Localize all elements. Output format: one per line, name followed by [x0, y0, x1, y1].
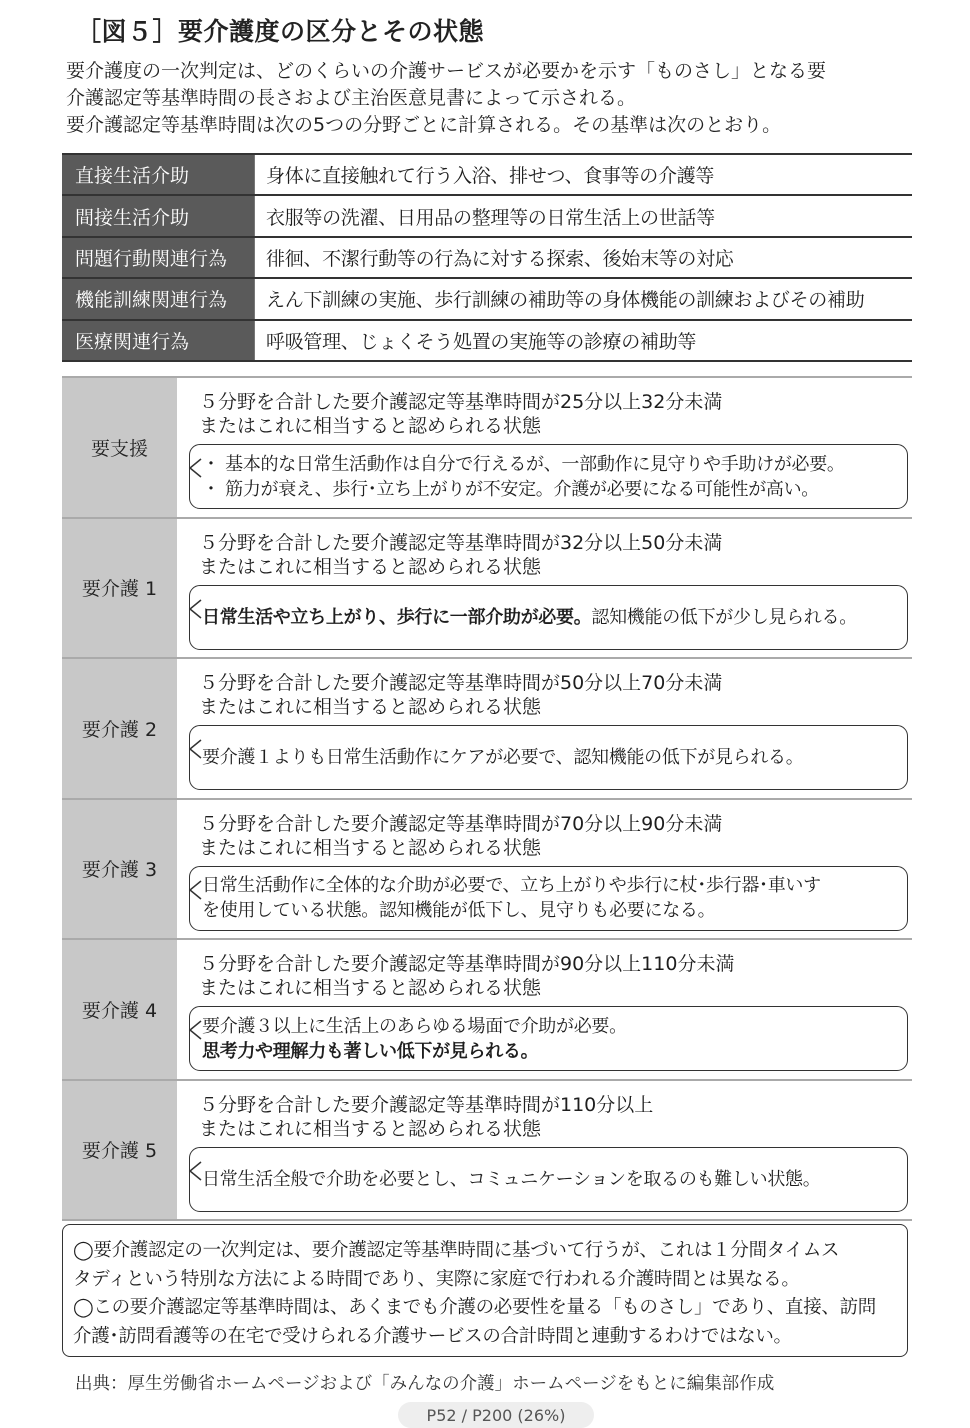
note-line: 要介護１よりも日常生活動作にケアが必要で、認知機能の低下が見られる。	[202, 747, 804, 768]
field-name: 医療関連行為	[62, 321, 255, 360]
level-note-bubble	[189, 866, 908, 931]
level-criteria	[199, 531, 722, 579]
note-line: 要介護３以上に生活上のあらゆる場面で介助が必要。	[202, 1015, 627, 1037]
level-body	[177, 519, 912, 658]
field-desc: 身体に直接触れて行う入浴、排せつ、食事等の介護等	[266, 165, 715, 188]
bubble-tail-icon	[188, 881, 202, 899]
criteria-line: またはこれに相当すると認められる状態	[199, 1117, 542, 1140]
level-body	[177, 1081, 912, 1220]
footer-notes-box	[62, 1224, 908, 1357]
bubble-tail-icon	[188, 1021, 202, 1039]
level-criteria	[199, 390, 722, 438]
intro-line: 要介護認定等基準時間は次の5つの分野ごとに計算される。その基準は次のとおり。	[66, 114, 782, 136]
footer-note-line: ◯要介護認定の一次判定は、要介護認定等基準時間に基づいて行うが、これは１分間タイムス	[73, 1240, 840, 1261]
level-note-bubble	[189, 1147, 908, 1212]
level-name: 要介護 3	[62, 800, 177, 939]
note-line: ・ 基本的な日常生活動作は自分で行えるが、一部動作に見守りや手助けが必要。	[202, 453, 845, 475]
note-line: 日常生活動作に全体的な介助が必要で、立ち上がりや歩行に杖･歩行器･車いす	[202, 875, 821, 896]
field-name: 問題行動関連行為	[62, 238, 255, 277]
field-row	[62, 279, 912, 320]
field-desc: えん下訓練の実施、歩行訓練の補助等の身体機能の訓練およびその補助	[266, 289, 865, 312]
note-emphasis: 日常生活や立ち上がり、歩行に一部介助が必要。	[202, 606, 592, 628]
level-name: 要介護 2	[62, 659, 177, 798]
criteria-line: ５分野を合計した要介護認定等基準時間が90分以上110分未満	[199, 953, 735, 975]
criteria-line: ５分野を合計した要介護認定等基準時間が50分以上70分未満	[199, 672, 723, 694]
criteria-line: ５分野を合計した要介護認定等基準時間が110分以上	[199, 1093, 654, 1116]
field-desc: 呼吸管理、じょくそう処置の実施等の診療の補助等	[266, 330, 697, 353]
footer-note-line: 介護･訪問看護等の在宅で受けられる介護サービスの合計時間と連動するわけではない。	[73, 1325, 792, 1347]
level-criteria	[199, 952, 734, 1000]
note-line: 思考力や理解力も著しい低下が見られる。	[202, 1040, 539, 1062]
level-row-support	[62, 378, 912, 519]
criteria-line: ５分野を合計した要介護認定等基準時間が25分以上32分未満	[199, 391, 723, 413]
page-indicator[interactable]: P52 / P200 (26%)	[398, 1402, 594, 1428]
level-note-bubble	[189, 725, 908, 790]
footer-note-line: ◯この要介護認定等基準時間は、あくまでも介護の必要性を量る「ものさし」であり、直接、訪問	[73, 1297, 877, 1318]
level-criteria	[199, 812, 722, 860]
level-name: 要介護 1	[62, 519, 177, 658]
bubble-tail-icon	[188, 740, 202, 758]
field-name: 間接生活介助	[62, 196, 255, 235]
level-name: 要介護 4	[62, 940, 177, 1079]
level-note-bubble	[189, 1006, 908, 1071]
field-desc: 衣服等の洗濯、日用品の整理等の日常生活上の世話等	[266, 206, 715, 229]
level-row-care-3	[62, 800, 912, 941]
intro-line: 要介護度の一次判定は、どのくらいの介護サービスが必要かを示す「ものさし」となる要	[66, 60, 827, 82]
figure-title: ［図５］要介護度の区分とその状態	[76, 17, 485, 46]
level-criteria	[199, 671, 722, 719]
bubble-tail-icon	[188, 459, 202, 477]
field-row	[62, 321, 912, 362]
level-body	[177, 800, 912, 939]
field-name: 機能訓練関連行為	[62, 279, 255, 318]
level-name: 要介護 5	[62, 1081, 177, 1220]
bubble-tail-icon	[188, 1162, 202, 1180]
level-body	[177, 940, 912, 1079]
level-note-bubble	[189, 585, 908, 650]
criteria-line: またはこれに相当すると認められる状態	[199, 977, 542, 999]
level-row-care-4	[62, 940, 912, 1081]
field-row	[62, 155, 912, 196]
field-row	[62, 196, 912, 237]
intro-line: 介護認定等基準時間の長さおよび主治医意見書によって示される。	[66, 87, 637, 109]
field-name: 直接生活介助	[62, 155, 255, 194]
criteria-line: またはこれに相当すると認められる状態	[199, 696, 542, 718]
intro-text	[66, 58, 916, 139]
criteria-line: ５分野を合計した要介護認定等基準時間が32分以上50分未満	[199, 531, 723, 554]
field-desc: 徘徊、不潔行動等の行為に対する探索、後始末等の対応	[266, 247, 734, 270]
level-name: 要支援	[62, 378, 177, 517]
level-row-care-2	[62, 659, 912, 800]
note-line: 日常生活全般で介助を必要とし、コミュニケーションを取るのも難しい状態。	[202, 1168, 821, 1190]
note-line: を使用している状態。認知機能が低下し、見守りも必要になる。	[202, 900, 716, 921]
level-body	[177, 378, 912, 517]
level-body	[177, 659, 912, 798]
criteria-line: またはこれに相当すると認められる状態	[199, 836, 542, 859]
care-levels-table	[62, 376, 912, 1221]
criteria-line: またはこれに相当すると認められる状態	[199, 415, 542, 437]
note-line: ・ 筋力が衰え、歩行･立ち上がりが不安定。介護が必要になる可能性が高い。	[202, 478, 819, 500]
note-line	[202, 605, 907, 630]
field-row	[62, 238, 912, 279]
fields-table	[62, 153, 912, 362]
level-note-bubble	[189, 444, 908, 509]
level-criteria	[199, 1093, 653, 1141]
footer-note-line: タディという特別な方法による時間であり、実際に家庭で行われる介護時間とは異なる。	[73, 1268, 800, 1290]
level-row-care-5	[62, 1081, 912, 1222]
note-text: 認知機能の低下が少し見られる。	[591, 606, 857, 628]
criteria-line: ５分野を合計した要介護認定等基準時間が70分以上90分未満	[199, 812, 723, 835]
level-row-care-1	[62, 519, 912, 660]
source-citation: 出典：厚生労働省ホームページおよび「みんなの介護」ホームページをもとに編集部作成	[75, 1374, 775, 1394]
bubble-tail-icon	[188, 600, 202, 618]
criteria-line: またはこれに相当すると認められる状態	[199, 555, 542, 578]
